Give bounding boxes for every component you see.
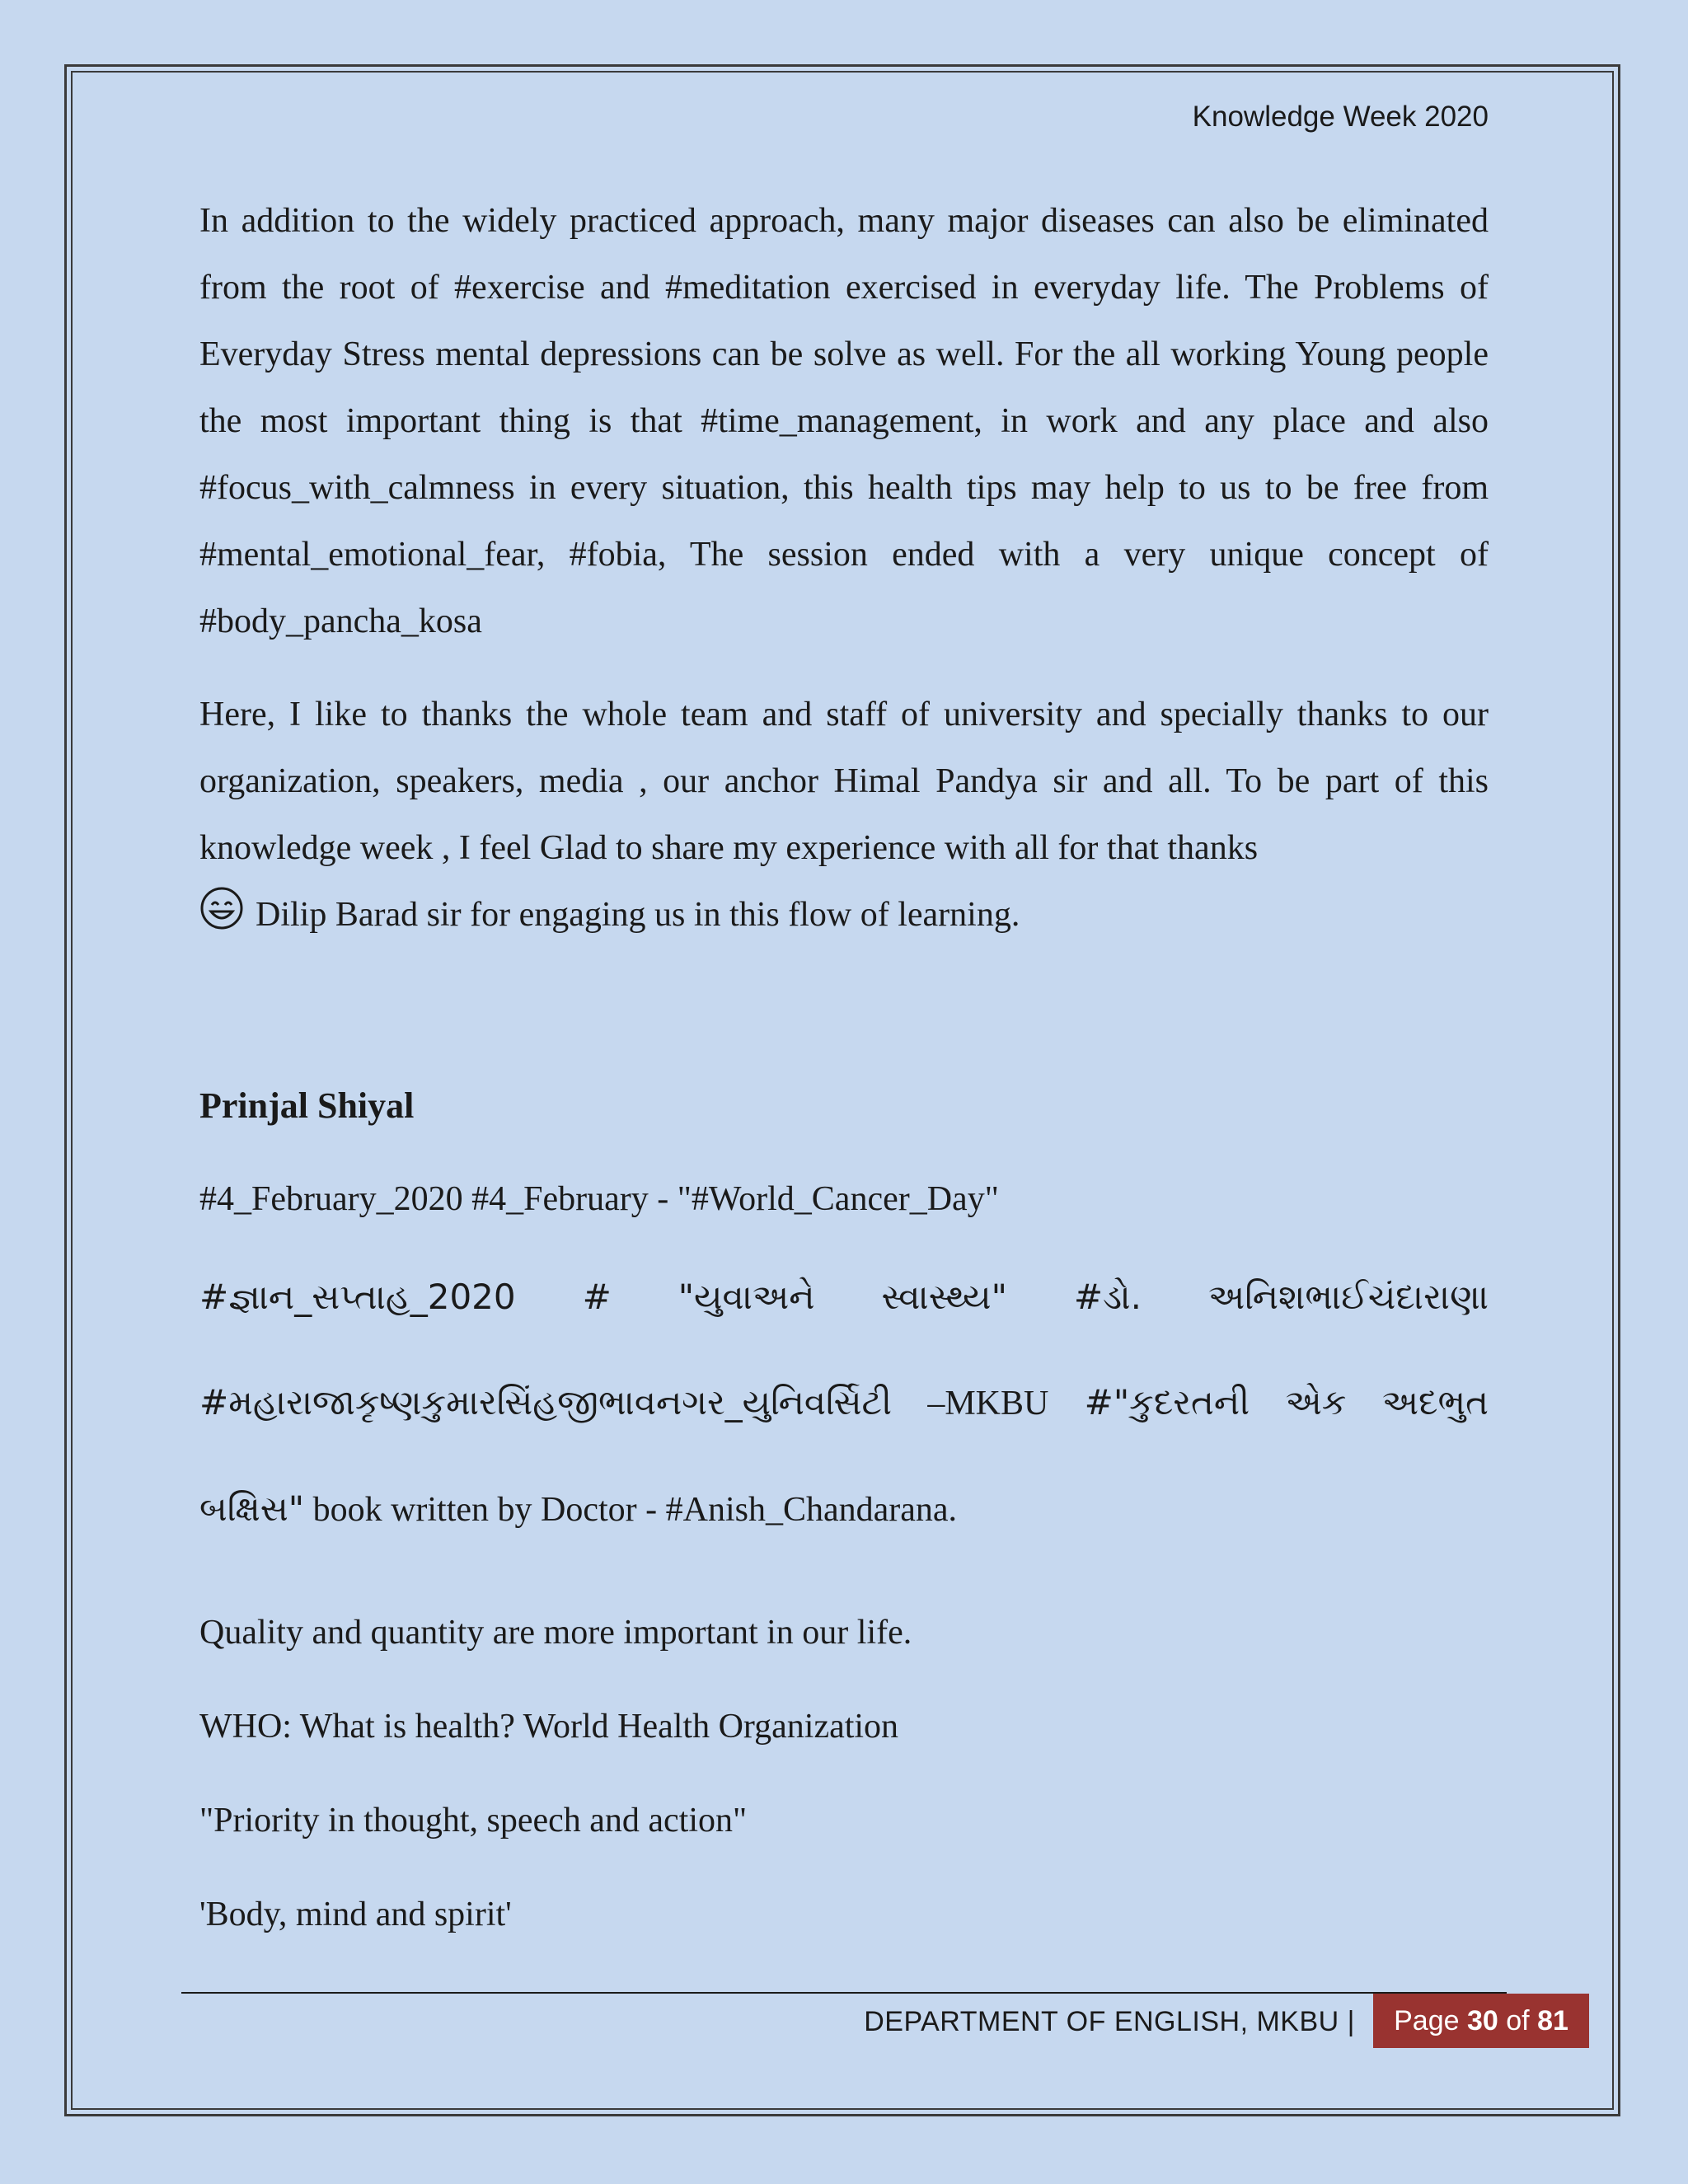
- footer-divider: [181, 1992, 1507, 1994]
- page-body: [199, 188, 1489, 1961]
- body-line: "Priority in thought, speech and action": [199, 1802, 748, 1840]
- page-number-badge: Page 30 of 81: [1373, 1994, 1589, 2048]
- body-line: 'Body, mind and spirit': [199, 1896, 512, 1933]
- thanks-text: Dilip Barad sir for engaging us in this flow of learning.: [256, 896, 1020, 934]
- thanks-line: [199, 882, 1489, 954]
- body-line: Quality and quantity are more important in our life.: [199, 1614, 912, 1652]
- smiling-face-icon: [199, 886, 244, 954]
- author-name: Prinjal Shiyal: [199, 1085, 415, 1126]
- body-paragraph: In addition to the widely practiced approach, many major diseases can also be eliminated from the root of #exercise and #meditation exercised in everyday life. The Problems of Everyday Stress mental depressions can be solve as well. For the all working Young people the most important thing is that #time_management, in work and any place and also #focus_with_calmness in every situation, this health tips may help to us to be free from #mental_emotional_fear, #fobia, The session ended with a very unique concept of #body_pancha_kosa: [199, 202, 1489, 640]
- gujarati-line: #જ્ઞાન_સપ્તાહ_2020 # "યુવાઅને સ્વાસ્થ્ય" #ડો. અનિશભાઈચંદારાણા: [199, 1277, 1489, 1317]
- gujarati-line: #મહારાજાકૃષ્ણકુમારસિંહજીભાવનગર_યુનિવર્સિટી –MKBU #"કુદરતની એક અદભુત: [199, 1382, 1489, 1422]
- body-line: WHO: What is health? World Health Organization: [199, 1708, 899, 1746]
- date-line: #4_February_2020 #4_February - "#World_Cancer_Day": [199, 1180, 999, 1218]
- body-paragraph: Here, I like to thanks the whole team and staff of university and specially thanks to our organization, speakers, media , our anchor Himal Pandya sir and all. To be part of this knowledge week , I feel Glad to share my experience with all for that thanks: [199, 696, 1489, 867]
- running-header: Knowledge Week 2020: [1192, 101, 1489, 133]
- footer-department: DEPARTMENT OF ENGLISH, MKBU |: [864, 2006, 1355, 2037]
- gujarati-line: બક્ષિસ" book written by Doctor - #Anish_Chandarana.: [199, 1488, 958, 1529]
